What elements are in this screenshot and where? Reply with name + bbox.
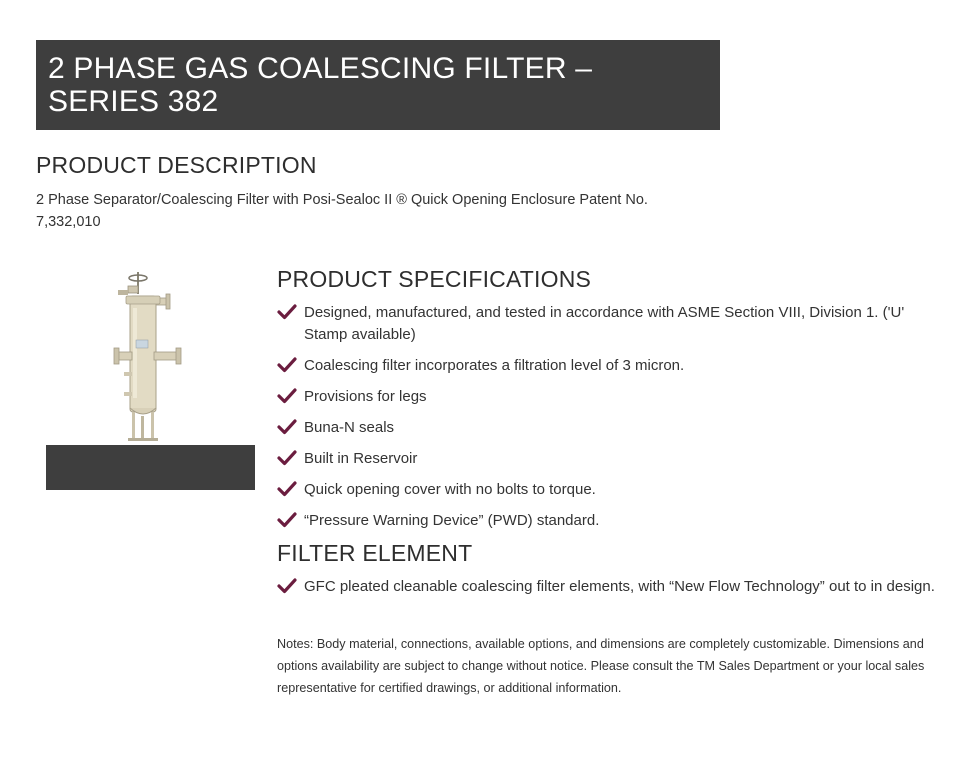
product-description-heading: PRODUCT DESCRIPTION [36, 152, 317, 178]
spec-item-text: “Pressure Warning Device” (PWD) standard. [304, 512, 600, 529]
checkmark-icon [277, 578, 297, 594]
checkmark-icon [277, 388, 297, 404]
checkmark-icon [277, 450, 297, 466]
spec-item-text: Provisions for legs [304, 388, 427, 405]
list-item [277, 576, 937, 598]
list-item [277, 479, 937, 501]
image-caption-bar [46, 445, 255, 490]
list-item [277, 355, 937, 377]
checkmark-icon [277, 357, 297, 373]
product-description-text: 2 Phase Separator/Coalescing Filter with Posi-Sealoc II ® Quick Opening Enclosure Patent No. 7,332,010 [36, 192, 648, 230]
checkmark-icon [277, 304, 297, 320]
list-item [277, 417, 937, 439]
filter-element-heading: FILTER ELEMENT [277, 540, 473, 566]
specifications-list [277, 302, 937, 541]
list-item [277, 510, 937, 532]
spec-item-text: Designed, manufactured, and tested in accordance with ASME Section VIII, Division 1. ('U' Stamp available) [304, 304, 905, 343]
spec-item-text: Coalescing filter incorporates a filtration level of 3 micron. [304, 357, 685, 374]
title-banner [36, 40, 720, 130]
product-specifications-heading: PRODUCT SPECIFICATIONS [277, 266, 592, 292]
list-item [277, 302, 937, 346]
spec-item-text: Quick opening cover with no bolts to torque. [304, 481, 596, 498]
checkmark-icon [277, 512, 297, 528]
checkmark-icon [277, 419, 297, 435]
notes-text: Notes: Body material, connections, available options, and dimensions are completely customizable. Dimensions and options availability are subject to change without notice. Please consult the TM Sales Department or your local sales representative for certified drawings, or additional information. [277, 637, 925, 695]
spec-item-text: Buna-N seals [304, 419, 395, 436]
filter-element-list [277, 576, 937, 607]
spec-item-text: Built in Reservoir [304, 450, 418, 467]
list-item [277, 386, 937, 408]
checkmark-icon [277, 481, 297, 497]
filter-vessel-image [108, 268, 188, 444]
filter-item-text: GFC pleated cleanable coalescing filter elements, with “New Flow Technology” out to in design. [304, 578, 935, 595]
list-item [277, 448, 937, 470]
page-title: 2 PHASE GAS COALESCING FILTER – SERIES 382 [48, 52, 593, 118]
